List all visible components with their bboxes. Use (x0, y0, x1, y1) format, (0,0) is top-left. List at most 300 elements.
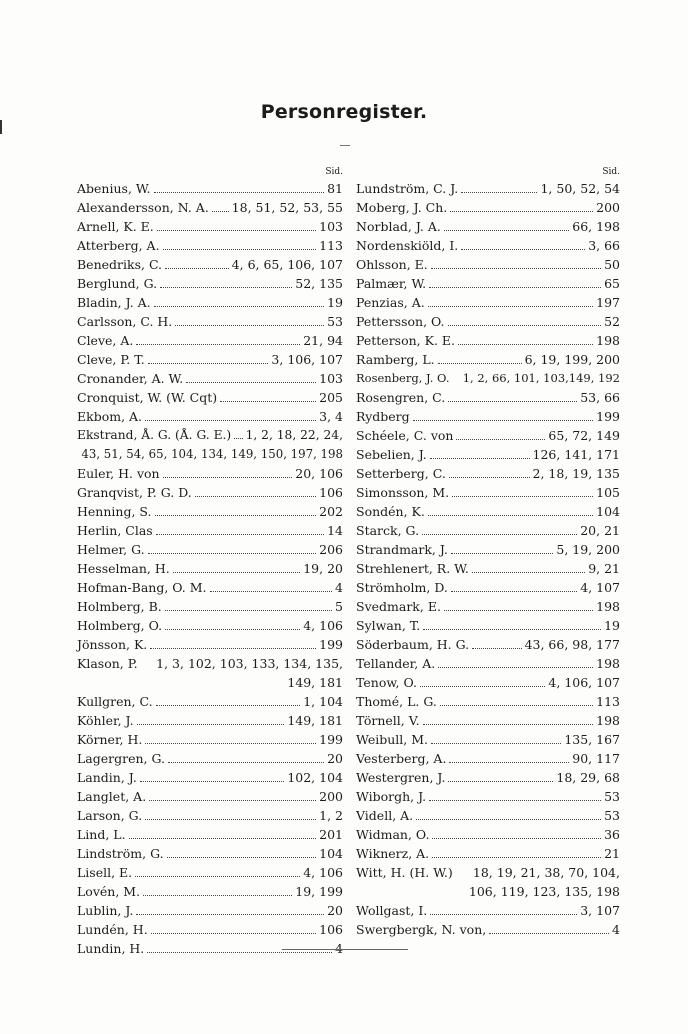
entry-pages: 198 (596, 599, 620, 614)
entry-name: Rosengren, C. (356, 390, 446, 405)
index-entry (356, 179, 620, 198)
entry-pages: 21, 94 (303, 333, 343, 348)
dot-leader (430, 449, 530, 459)
dot-leader (163, 240, 317, 250)
entry-pages: 104 (319, 846, 343, 861)
entry-pages: 201 (319, 827, 343, 842)
entry-pages: 90, 117 (572, 751, 620, 766)
entry-name: Langlet, A. (77, 789, 147, 804)
index-entry (356, 236, 620, 255)
dot-leader (448, 772, 553, 782)
index-entry (77, 369, 343, 388)
index-entry (356, 673, 620, 692)
dot-leader (150, 639, 316, 649)
index-entry (356, 407, 620, 426)
index-entry (77, 730, 343, 749)
dot-leader (448, 316, 602, 326)
entry-pages: 1, 2, 18, 22, 24, (245, 428, 343, 442)
entry-name: Wollgast, I. (356, 903, 428, 918)
dot-leader (165, 259, 229, 269)
dot-leader (429, 278, 601, 288)
dot-leader (186, 373, 316, 383)
entry-pages-continued: 106, 119, 123, 135, 198 (468, 884, 620, 899)
dot-leader (440, 696, 593, 706)
entry-name: Herlin, Clas (77, 523, 153, 538)
entry-pages: 53 (604, 808, 620, 823)
entry-name: Lovén, M. (77, 884, 141, 899)
entry-pages: 1, 3, 102, 103, 133, 134, 135, (156, 656, 343, 671)
entry-name: Sylwan, T. (356, 618, 421, 633)
entry-name: Jönsson, K. (77, 637, 148, 652)
index-entry (77, 350, 343, 369)
index-entry (356, 825, 620, 844)
dot-leader (432, 848, 601, 858)
entry-name: Petterson, K. E. (356, 333, 455, 348)
index-entry (356, 502, 620, 521)
index-entry (77, 882, 343, 901)
dot-leader (163, 468, 293, 478)
entry-pages: 4, 107 (580, 580, 620, 595)
entry-pages: 20 (327, 903, 343, 918)
entry-name: Svedmark, E. (356, 599, 441, 614)
index-entry (77, 863, 343, 882)
entry-name: Wiborgh, J. (356, 789, 427, 804)
index-entry (356, 312, 620, 331)
index-entry (77, 578, 343, 597)
entry-pages: 113 (319, 238, 343, 253)
bottom-divider (282, 949, 408, 950)
index-entry (356, 369, 620, 388)
dot-leader (137, 715, 285, 725)
dot-leader (451, 582, 577, 592)
entry-name: Alexandersson, N. A. (77, 200, 209, 215)
dot-leader (458, 335, 593, 345)
entry-name: Pettersson, O. (356, 314, 445, 329)
index-entry (356, 692, 620, 711)
entry-name: Lindström, G. (77, 846, 164, 861)
index-entry (356, 388, 620, 407)
dot-leader (154, 297, 324, 307)
entry-pages: 36 (604, 827, 620, 842)
entry-pages: 3, 106, 107 (271, 352, 343, 367)
entry-pages: 199 (319, 637, 343, 652)
entry-name: Schéele, C. von (356, 428, 454, 443)
entry-name: Hofman-Bang, O. M. (77, 580, 207, 595)
entry-name: Holmberg, B. (77, 599, 162, 614)
dot-leader (149, 791, 316, 801)
index-entry (356, 654, 620, 673)
dot-leader (438, 354, 522, 364)
index-entry (77, 331, 343, 350)
entry-name: Westergren, J. (356, 770, 446, 785)
entry-name: Vesterberg, A. (356, 751, 447, 766)
index-entry (356, 749, 620, 768)
entry-name: Landin, J. (77, 770, 137, 785)
entry-name: Benedriks, C. (77, 257, 163, 272)
entry-pages: 104 (596, 504, 620, 519)
dot-leader (160, 278, 292, 288)
entry-pages: 103 (319, 371, 343, 386)
entry-pages: 52 (604, 314, 620, 329)
entry-pages: 19 (327, 295, 343, 310)
entry-pages: 18, 51, 52, 53, 55 (231, 200, 343, 215)
entry-pages: 1, 50, 52, 54 (540, 181, 620, 196)
entry-name: Thomé, L. G. (356, 694, 437, 709)
entry-pages: 4, 106 (303, 618, 343, 633)
entry-name: Lundström, C. J. (356, 181, 459, 196)
index-entry (77, 540, 343, 559)
entry-pages: 103 (319, 219, 343, 234)
index-entry (77, 559, 343, 578)
page-title: Personregister. (260, 101, 428, 123)
index-entry (356, 768, 620, 787)
index-entry (356, 578, 620, 597)
index-entry (77, 825, 343, 844)
entry-name: Weibull, M. (356, 732, 428, 747)
index-entry (77, 920, 343, 939)
entry-name: Sondén, K. (356, 504, 425, 519)
entry-pages: 53 (327, 314, 343, 329)
dot-leader (452, 373, 459, 382)
index-entry (356, 559, 620, 578)
dot-leader (156, 525, 324, 535)
entry-name: Setterberg, C. (356, 466, 446, 481)
entry-pages: 106 (319, 485, 343, 500)
entry-name: Lundin, H. (77, 941, 145, 956)
entry-name: Cleve, P. T. (77, 352, 145, 367)
entry-pages: 113 (596, 694, 620, 709)
index-entry (356, 863, 620, 882)
dot-leader (430, 905, 577, 915)
entry-pages: 4, 106, 107 (548, 675, 620, 690)
dot-leader (452, 487, 593, 497)
entry-name: Penzias, A. (356, 295, 425, 310)
entry-pages: 52, 135 (295, 276, 343, 291)
index-entry (356, 198, 620, 217)
title-divider (340, 145, 350, 146)
entry-name: Norblad, J. A. (356, 219, 441, 234)
entry-pages: 6, 19, 199, 200 (524, 352, 620, 367)
entry-name: Holmberg, O. (77, 618, 163, 633)
entry-pages: 19 (604, 618, 620, 633)
entry-name: Söderbaum, H. G. (356, 637, 470, 652)
entry-name: Körner, H. (77, 732, 143, 747)
index-entry (77, 616, 343, 635)
entry-name: Kullgren, C. (77, 694, 153, 709)
dot-leader (422, 525, 577, 535)
index-entry (77, 521, 343, 540)
entry-name: Widman, O. (356, 827, 430, 842)
index-entry (77, 749, 343, 768)
index-entry (356, 730, 620, 749)
entry-name: Palmær, W. (356, 276, 427, 291)
dot-leader (431, 734, 561, 744)
index-entry (356, 844, 620, 863)
dot-leader (145, 810, 316, 820)
entry-pages: 5, 19, 200 (556, 542, 620, 557)
dot-leader (489, 924, 609, 934)
dot-leader (461, 240, 585, 250)
entry-pages: 4, 6, 65, 106, 107 (231, 257, 343, 272)
entry-name: Swergbergk, N. von, (356, 922, 487, 937)
index-entry (356, 274, 620, 293)
index-entry (77, 179, 343, 198)
dot-leader (136, 335, 300, 345)
entry-pages: 20, 106 (295, 466, 343, 481)
entry-name: Videll, A. (356, 808, 414, 823)
index-entry (77, 635, 343, 654)
dot-leader (168, 753, 324, 763)
entry-pages: 4 (612, 922, 620, 937)
entry-pages: 102, 104 (287, 770, 343, 785)
entry-name: Simonsson, M. (356, 485, 450, 500)
entry-pages: 105 (596, 485, 620, 500)
entry-pages: 5 (335, 599, 343, 614)
entry-pages: 18, 29, 68 (556, 770, 620, 785)
index-entry (77, 692, 343, 711)
index-entry (356, 445, 620, 464)
index-entry (77, 426, 343, 445)
dot-leader (428, 506, 593, 516)
entry-name: Lundén, H. (77, 922, 148, 937)
dot-leader (456, 868, 470, 877)
index-entry (77, 312, 343, 331)
entry-pages: 4 (335, 580, 343, 595)
index-entry (77, 407, 343, 426)
index-entry (77, 711, 343, 730)
dot-leader (173, 563, 301, 573)
entry-name: Strandmark, J. (356, 542, 448, 557)
index-entry (356, 635, 620, 654)
entry-pages: 1, 2, 66, 101, 103,149, 192 (462, 371, 620, 385)
index-entry (77, 844, 343, 863)
entry-pages: 126, 141, 171 (532, 447, 620, 462)
entry-pages: 4, 106 (303, 865, 343, 880)
dot-leader (220, 392, 316, 402)
dot-leader (154, 183, 325, 193)
entry-pages: 50 (604, 257, 620, 272)
entry-pages: 9, 21 (588, 561, 620, 576)
entry-name: Törnell, V. (356, 713, 420, 728)
index-entry (356, 293, 620, 312)
index-entry (77, 768, 343, 787)
entry-name: Ohlsson, E. (356, 257, 428, 272)
entry-name: Tellander, A. (356, 656, 436, 671)
entry-pages: 81 (327, 181, 343, 196)
entry-pages: 205 (319, 390, 343, 405)
index-entry (77, 198, 343, 217)
dot-leader (444, 601, 593, 611)
entry-name: Cronander, A. W. (77, 371, 184, 386)
index-entry (356, 521, 620, 540)
index-entry (77, 597, 343, 616)
index-entry (77, 654, 343, 673)
entry-name: Berglund, G. (77, 276, 158, 291)
index-entry (356, 331, 620, 350)
dot-leader (420, 677, 545, 687)
entry-pages: 3, 66 (588, 238, 620, 253)
dot-leader (413, 411, 594, 421)
entry-pages: 1, 104 (303, 694, 343, 709)
entry-name: Lagergren, G. (77, 751, 166, 766)
index-entry (356, 464, 620, 483)
dot-leader (423, 715, 594, 725)
entry-name: Wiknerz, A. (356, 846, 430, 861)
entry-pages: 20 (327, 751, 343, 766)
dot-leader (416, 810, 601, 820)
entry-name: Lind, L. (77, 827, 126, 842)
entry-name: Bladin, J. A. (77, 295, 151, 310)
index-entry (77, 806, 343, 825)
dot-leader (148, 544, 317, 554)
dot-leader (428, 297, 593, 307)
dot-leader (461, 183, 537, 193)
entry-pages: 198 (596, 713, 620, 728)
entry-pages: 21 (604, 846, 620, 861)
entry-name: Strömholm, D. (356, 580, 448, 595)
dot-leader (432, 829, 601, 839)
index-entry (356, 616, 620, 635)
entry-name: Ramberg, L. (356, 352, 435, 367)
dot-leader (429, 791, 601, 801)
entry-pages: 53, 66 (580, 390, 620, 405)
entry-name: Lublin, J. (77, 903, 134, 918)
dot-leader (148, 354, 269, 364)
entry-name: Moberg, J. Ch. (356, 200, 448, 215)
index-entry (77, 217, 343, 236)
entry-pages: 65 (604, 276, 620, 291)
dot-leader (167, 848, 317, 858)
dot-leader (234, 429, 242, 439)
entry-name: Larson, G. (77, 808, 143, 823)
entry-pages: 135, 167 (564, 732, 620, 747)
dot-leader (195, 487, 316, 497)
entry-pages: 3, 4 (319, 409, 343, 424)
entry-name: Rosenberg, J. O. (356, 371, 450, 385)
index-entry (356, 787, 620, 806)
index-entry (77, 236, 343, 255)
entry-pages: 198 (596, 656, 620, 671)
dot-leader (472, 563, 585, 573)
column-heading: Sid. (602, 167, 620, 177)
entry-name: Cleve, A. (77, 333, 134, 348)
entry-name: Ekbom, A. (77, 409, 143, 424)
column-heading: Sid. (325, 167, 343, 177)
dot-leader (165, 601, 332, 611)
entry-name: Abenius, W. (77, 181, 151, 196)
index-entry (77, 255, 343, 274)
index-column-right (356, 166, 620, 939)
entry-name: Tenow, O. (356, 675, 417, 690)
dot-leader (175, 316, 324, 326)
entry-name: Starck, G. (356, 523, 420, 538)
entry-name: Arnell, K. E. (77, 219, 154, 234)
dot-leader (141, 659, 154, 668)
dot-leader (129, 829, 317, 839)
entry-name: Lisell, E. (77, 865, 133, 880)
dot-leader (145, 411, 316, 421)
entry-pages-continued: 43, 51, 54, 65, 104, 134, 149, 150, 197, 198 (81, 447, 343, 461)
dot-leader (451, 544, 553, 554)
entry-pages: 43, 66, 98, 177 (524, 637, 620, 652)
entry-pages: 18, 19, 21, 38, 70, 104, (472, 865, 620, 880)
index-entry (77, 483, 343, 502)
index-entry (77, 464, 343, 483)
dot-leader (449, 753, 569, 763)
entry-pages: 199 (319, 732, 343, 747)
dot-leader (135, 867, 300, 877)
entry-pages: 19, 20 (303, 561, 343, 576)
index-entry (77, 502, 343, 521)
entry-name: Klason, P. (77, 656, 138, 671)
entry-pages: 200 (319, 789, 343, 804)
entry-pages: 149, 181 (287, 713, 343, 728)
entry-name: Rydberg (356, 409, 410, 424)
index-entry (356, 217, 620, 236)
entry-pages: 14 (327, 523, 343, 538)
dot-leader (456, 430, 545, 440)
entry-name: Hesselman, H. (77, 561, 170, 576)
dot-leader (212, 202, 229, 212)
entry-pages: 106 (319, 922, 343, 937)
entry-name: Köhler, J. (77, 713, 134, 728)
entry-pages: 2, 18, 19, 135 (532, 466, 620, 481)
entry-pages: 4 (335, 941, 343, 956)
index-column-left (77, 166, 343, 958)
dot-leader (157, 221, 316, 231)
index-entry (77, 901, 343, 920)
index-entry (356, 901, 620, 920)
dot-leader (431, 259, 601, 269)
index-entry (77, 787, 343, 806)
index-entry (356, 597, 620, 616)
entry-pages: 53 (604, 789, 620, 804)
entry-name: Henning, S. (77, 504, 152, 519)
index-entry (356, 540, 620, 559)
dot-leader (140, 772, 285, 782)
entry-name: Euler, H. von (77, 466, 160, 481)
entry-pages-continued: 149, 181 (287, 675, 343, 690)
index-entry (356, 920, 620, 939)
dot-leader (210, 582, 333, 592)
entry-name: Helmer, G. (77, 542, 145, 557)
index-entry (77, 388, 343, 407)
dot-leader (136, 905, 324, 915)
entry-pages: 3, 107 (580, 903, 620, 918)
dot-leader (438, 658, 593, 668)
index-entry (356, 806, 620, 825)
dot-leader (444, 221, 569, 231)
index-entry (356, 426, 620, 445)
index-entry (356, 711, 620, 730)
dot-leader (155, 506, 317, 516)
entry-name: Cronquist, W. (W. Cqt) (77, 390, 218, 405)
entry-name: Nordenskiöld, I. (356, 238, 459, 253)
dot-leader (448, 392, 577, 402)
entry-name: Ekstrand, Å. G. (Å. G. E.) (77, 428, 232, 442)
dot-leader (165, 620, 300, 630)
dot-leader (423, 620, 601, 630)
dot-leader (145, 734, 316, 744)
entry-pages: 197 (596, 295, 620, 310)
dot-leader (449, 468, 530, 478)
entry-pages: 199 (596, 409, 620, 424)
entry-name: Sebelien, J. (356, 447, 427, 462)
index-list-right (356, 179, 620, 939)
entry-pages: 1, 2 (319, 808, 343, 823)
entry-name: Strehlenert, R. W. (356, 561, 469, 576)
entry-pages: 202 (319, 504, 343, 519)
